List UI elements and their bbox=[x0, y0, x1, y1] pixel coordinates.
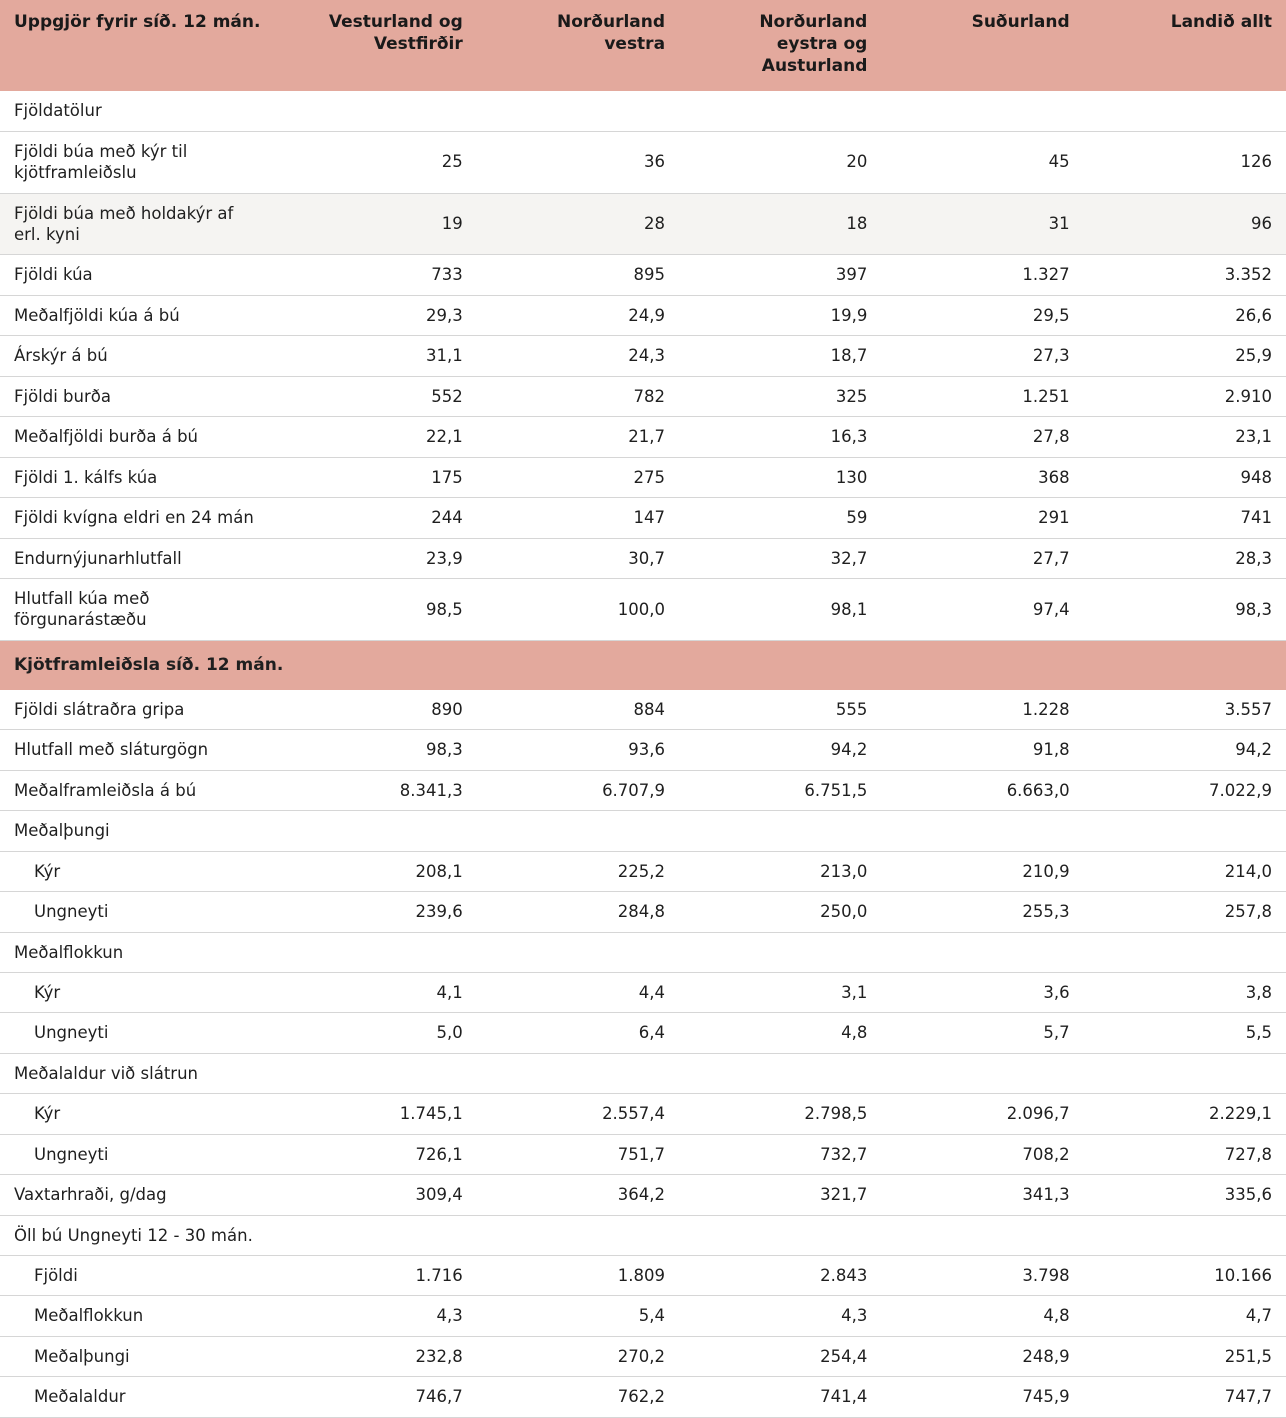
table-row bbox=[0, 1134, 1286, 1174]
row-value: 36 bbox=[477, 131, 679, 193]
row-value: 4,3 bbox=[679, 1296, 881, 1336]
row-value: 45 bbox=[881, 131, 1083, 193]
row-value: 5,0 bbox=[274, 1013, 476, 1053]
table-row bbox=[0, 1296, 1286, 1336]
row-value: 28,3 bbox=[1084, 538, 1286, 578]
row-value: 28 bbox=[477, 193, 679, 255]
column-header-nordurland-eystra: Norðurland eystra og Austurland bbox=[679, 0, 881, 91]
table-row bbox=[0, 1215, 1286, 1255]
table-row bbox=[0, 538, 1286, 578]
row-value: 251,5 bbox=[1084, 1336, 1286, 1376]
row-label: Meðalframleiðsla á bú bbox=[0, 770, 274, 810]
row-value: 93,6 bbox=[477, 730, 679, 770]
row-value: 2.229,1 bbox=[1084, 1094, 1286, 1134]
row-value: 948 bbox=[1084, 457, 1286, 497]
row-value: 325 bbox=[679, 376, 881, 416]
row-label: Fjöldi slátraðra gripa bbox=[0, 689, 274, 729]
table-row bbox=[0, 1175, 1286, 1215]
row-value: 3,8 bbox=[1084, 972, 1286, 1012]
row-value bbox=[1084, 1053, 1286, 1093]
table-row bbox=[0, 578, 1286, 640]
row-value: 21,7 bbox=[477, 417, 679, 457]
row-value: 4,3 bbox=[274, 1296, 476, 1336]
row-value: 291 bbox=[881, 498, 1083, 538]
row-value: 98,3 bbox=[1084, 578, 1286, 640]
row-label: Meðalfjöldi burða á bú bbox=[0, 417, 274, 457]
row-value: 30,7 bbox=[477, 538, 679, 578]
row-value bbox=[881, 91, 1083, 131]
row-value bbox=[881, 1053, 1083, 1093]
row-value: 19,9 bbox=[679, 295, 881, 335]
row-value: 27,7 bbox=[881, 538, 1083, 578]
table-row bbox=[0, 851, 1286, 891]
row-value: 6.663,0 bbox=[881, 770, 1083, 810]
table-row bbox=[0, 336, 1286, 376]
row-value: 250,0 bbox=[679, 892, 881, 932]
row-value: 4,8 bbox=[881, 1296, 1083, 1336]
row-value: 20 bbox=[679, 131, 881, 193]
table-row bbox=[0, 295, 1286, 335]
row-label: Meðalþungi bbox=[0, 811, 274, 851]
row-value: 270,2 bbox=[477, 1336, 679, 1376]
row-value bbox=[274, 1053, 476, 1093]
row-value: 29,5 bbox=[881, 295, 1083, 335]
row-value bbox=[477, 1053, 679, 1093]
row-value: 3,1 bbox=[679, 972, 881, 1012]
row-value: 4,1 bbox=[274, 972, 476, 1012]
row-value: 726,1 bbox=[274, 1134, 476, 1174]
row-value: 741,4 bbox=[679, 1377, 881, 1417]
column-header-nordurland-vestra: Norðurland vestra bbox=[477, 0, 679, 91]
row-label: Hlutfall kúa með förgunarástæðu bbox=[0, 578, 274, 640]
row-label: Ungneyti bbox=[0, 892, 274, 932]
row-value: 24,3 bbox=[477, 336, 679, 376]
table-header bbox=[0, 0, 1286, 91]
row-value: 284,8 bbox=[477, 892, 679, 932]
row-label: Meðalflokkun bbox=[0, 932, 274, 972]
table-row bbox=[0, 131, 1286, 193]
row-label: Fjöldatölur bbox=[0, 91, 274, 131]
row-label: Kjötframleiðsla síð. 12 mán. bbox=[0, 640, 1286, 689]
row-value: 6,4 bbox=[477, 1013, 679, 1053]
row-value: 27,8 bbox=[881, 417, 1083, 457]
row-value: 19 bbox=[274, 193, 476, 255]
row-value: 16,3 bbox=[679, 417, 881, 457]
row-label: Kýr bbox=[0, 851, 274, 891]
row-value: 98,3 bbox=[274, 730, 476, 770]
row-value bbox=[679, 811, 881, 851]
row-value: 126 bbox=[1084, 131, 1286, 193]
row-value: 1.745,1 bbox=[274, 1094, 476, 1134]
table-row bbox=[0, 892, 1286, 932]
row-value: 3.798 bbox=[881, 1256, 1083, 1296]
table-row bbox=[0, 1256, 1286, 1296]
row-value bbox=[881, 1215, 1083, 1255]
row-value bbox=[679, 1215, 881, 1255]
row-value: 1.327 bbox=[881, 255, 1083, 295]
row-value: 91,8 bbox=[881, 730, 1083, 770]
table-row bbox=[0, 457, 1286, 497]
row-value bbox=[274, 1215, 476, 1255]
column-header-landid-allt: Landið allt bbox=[1084, 0, 1286, 91]
row-value bbox=[477, 932, 679, 972]
row-value: 4,4 bbox=[477, 972, 679, 1012]
row-value: 248,9 bbox=[881, 1336, 1083, 1376]
row-label: Meðalaldur við slátrun bbox=[0, 1053, 274, 1093]
row-value: 309,4 bbox=[274, 1175, 476, 1215]
table-body bbox=[0, 91, 1286, 1417]
row-value bbox=[1084, 1215, 1286, 1255]
row-label: Hlutfall með sláturgögn bbox=[0, 730, 274, 770]
row-value: 2.096,7 bbox=[881, 1094, 1083, 1134]
row-value: 26,6 bbox=[1084, 295, 1286, 335]
table-row bbox=[0, 972, 1286, 1012]
table-section-row bbox=[0, 640, 1286, 689]
row-value: 751,7 bbox=[477, 1134, 679, 1174]
row-value: 364,2 bbox=[477, 1175, 679, 1215]
row-value: 232,8 bbox=[274, 1336, 476, 1376]
row-value: 708,2 bbox=[881, 1134, 1083, 1174]
row-value: 368 bbox=[881, 457, 1083, 497]
row-label: Fjöldi búa með holdakýr af erl. kyni bbox=[0, 193, 274, 255]
row-value: 255,3 bbox=[881, 892, 1083, 932]
row-value: 762,2 bbox=[477, 1377, 679, 1417]
row-value: 59 bbox=[679, 498, 881, 538]
row-value: 2.557,4 bbox=[477, 1094, 679, 1134]
row-value bbox=[881, 932, 1083, 972]
row-label: Meðalfjöldi kúa á bú bbox=[0, 295, 274, 335]
row-value: 2.798,5 bbox=[679, 1094, 881, 1134]
row-value: 24,9 bbox=[477, 295, 679, 335]
row-value: 130 bbox=[679, 457, 881, 497]
row-label: Fjöldi burða bbox=[0, 376, 274, 416]
row-value: 23,9 bbox=[274, 538, 476, 578]
row-value: 746,7 bbox=[274, 1377, 476, 1417]
row-value: 733 bbox=[274, 255, 476, 295]
row-value: 239,6 bbox=[274, 892, 476, 932]
row-value: 732,7 bbox=[679, 1134, 881, 1174]
column-header-label: Uppgjör fyrir síð. 12 mán. bbox=[0, 0, 274, 91]
row-value: 6.707,9 bbox=[477, 770, 679, 810]
row-value: 1.809 bbox=[477, 1256, 679, 1296]
row-value: 210,9 bbox=[881, 851, 1083, 891]
row-label: Endurnýjunarhlutfall bbox=[0, 538, 274, 578]
table-row bbox=[0, 689, 1286, 729]
table-row bbox=[0, 1336, 1286, 1376]
row-value: 397 bbox=[679, 255, 881, 295]
row-value bbox=[477, 811, 679, 851]
row-value: 555 bbox=[679, 689, 881, 729]
row-value bbox=[679, 91, 881, 131]
row-value bbox=[477, 91, 679, 131]
column-header-sudurland: Suðurland bbox=[881, 0, 1083, 91]
row-value bbox=[679, 1053, 881, 1093]
row-value: 31 bbox=[881, 193, 1083, 255]
row-value bbox=[881, 811, 1083, 851]
row-value: 7.022,9 bbox=[1084, 770, 1286, 810]
table-row bbox=[0, 1094, 1286, 1134]
row-value: 225,2 bbox=[477, 851, 679, 891]
row-value: 5,7 bbox=[881, 1013, 1083, 1053]
row-value: 6.751,5 bbox=[679, 770, 881, 810]
row-label: Fjöldi bbox=[0, 1256, 274, 1296]
row-value: 213,0 bbox=[679, 851, 881, 891]
row-value: 31,1 bbox=[274, 336, 476, 376]
row-value: 321,7 bbox=[679, 1175, 881, 1215]
row-value: 727,8 bbox=[1084, 1134, 1286, 1174]
row-label: Ungneyti bbox=[0, 1013, 274, 1053]
row-label: Kýr bbox=[0, 972, 274, 1012]
row-value bbox=[1084, 91, 1286, 131]
row-value bbox=[274, 932, 476, 972]
row-value: 2.843 bbox=[679, 1256, 881, 1296]
row-label: Meðalaldur bbox=[0, 1377, 274, 1417]
row-label: Fjöldi búa með kýr til kjötframleiðslu bbox=[0, 131, 274, 193]
row-value: 745,9 bbox=[881, 1377, 1083, 1417]
row-value: 895 bbox=[477, 255, 679, 295]
row-value: 98,5 bbox=[274, 578, 476, 640]
row-value: 98,1 bbox=[679, 578, 881, 640]
row-label: Ungneyti bbox=[0, 1134, 274, 1174]
row-value: 27,3 bbox=[881, 336, 1083, 376]
row-value: 23,1 bbox=[1084, 417, 1286, 457]
row-value: 10.166 bbox=[1084, 1256, 1286, 1296]
row-value: 175 bbox=[274, 457, 476, 497]
table-row bbox=[0, 498, 1286, 538]
row-value bbox=[679, 932, 881, 972]
table-row bbox=[0, 417, 1286, 457]
row-value: 335,6 bbox=[1084, 1175, 1286, 1215]
row-value: 3.557 bbox=[1084, 689, 1286, 729]
table-row bbox=[0, 1377, 1286, 1417]
table-row bbox=[0, 91, 1286, 131]
row-value: 18,7 bbox=[679, 336, 881, 376]
row-label: Kýr bbox=[0, 1094, 274, 1134]
row-value: 341,3 bbox=[881, 1175, 1083, 1215]
row-value: 890 bbox=[274, 689, 476, 729]
row-value: 552 bbox=[274, 376, 476, 416]
row-label: Vaxtarhraði, g/dag bbox=[0, 1175, 274, 1215]
row-value: 741 bbox=[1084, 498, 1286, 538]
row-value: 884 bbox=[477, 689, 679, 729]
row-value: 214,0 bbox=[1084, 851, 1286, 891]
row-value bbox=[274, 811, 476, 851]
row-value: 3.352 bbox=[1084, 255, 1286, 295]
row-label: Meðalflokkun bbox=[0, 1296, 274, 1336]
row-value: 1.251 bbox=[881, 376, 1083, 416]
row-value: 257,8 bbox=[1084, 892, 1286, 932]
row-value: 244 bbox=[274, 498, 476, 538]
table-row bbox=[0, 730, 1286, 770]
row-value: 29,3 bbox=[274, 295, 476, 335]
row-value: 782 bbox=[477, 376, 679, 416]
column-header-vesturland: Vesturland og Vestfirðir bbox=[274, 0, 476, 91]
row-value bbox=[1084, 811, 1286, 851]
row-label: Fjöldi kvígna eldri en 24 mán bbox=[0, 498, 274, 538]
row-value bbox=[1084, 932, 1286, 972]
row-value: 32,7 bbox=[679, 538, 881, 578]
table-row bbox=[0, 1013, 1286, 1053]
row-value: 5,4 bbox=[477, 1296, 679, 1336]
table-row bbox=[0, 811, 1286, 851]
table-row bbox=[0, 770, 1286, 810]
row-value: 1.228 bbox=[881, 689, 1083, 729]
row-value: 97,4 bbox=[881, 578, 1083, 640]
row-value: 96 bbox=[1084, 193, 1286, 255]
row-value: 254,4 bbox=[679, 1336, 881, 1376]
row-value: 94,2 bbox=[679, 730, 881, 770]
row-value: 18 bbox=[679, 193, 881, 255]
row-label: Öll bú Ungneyti 12 - 30 mán. bbox=[0, 1215, 274, 1255]
table-row bbox=[0, 932, 1286, 972]
row-value: 4,8 bbox=[679, 1013, 881, 1053]
row-value: 2.910 bbox=[1084, 376, 1286, 416]
table-row bbox=[0, 376, 1286, 416]
table-row bbox=[0, 1053, 1286, 1093]
row-label: Árskýr á bú bbox=[0, 336, 274, 376]
row-value: 1.716 bbox=[274, 1256, 476, 1296]
row-value: 4,7 bbox=[1084, 1296, 1286, 1336]
row-value: 5,5 bbox=[1084, 1013, 1286, 1053]
row-value: 8.341,3 bbox=[274, 770, 476, 810]
table-row bbox=[0, 255, 1286, 295]
row-label: Meðalþungi bbox=[0, 1336, 274, 1376]
row-value: 208,1 bbox=[274, 851, 476, 891]
row-label: Fjöldi kúa bbox=[0, 255, 274, 295]
row-value: 275 bbox=[477, 457, 679, 497]
row-label: Fjöldi 1. kálfs kúa bbox=[0, 457, 274, 497]
table-row bbox=[0, 193, 1286, 255]
row-value: 22,1 bbox=[274, 417, 476, 457]
row-value bbox=[477, 1215, 679, 1255]
row-value: 25,9 bbox=[1084, 336, 1286, 376]
row-value: 3,6 bbox=[881, 972, 1083, 1012]
row-value: 100,0 bbox=[477, 578, 679, 640]
row-value: 147 bbox=[477, 498, 679, 538]
row-value bbox=[274, 91, 476, 131]
table-header-row bbox=[0, 0, 1286, 91]
row-value: 747,7 bbox=[1084, 1377, 1286, 1417]
row-value: 94,2 bbox=[1084, 730, 1286, 770]
row-value: 25 bbox=[274, 131, 476, 193]
